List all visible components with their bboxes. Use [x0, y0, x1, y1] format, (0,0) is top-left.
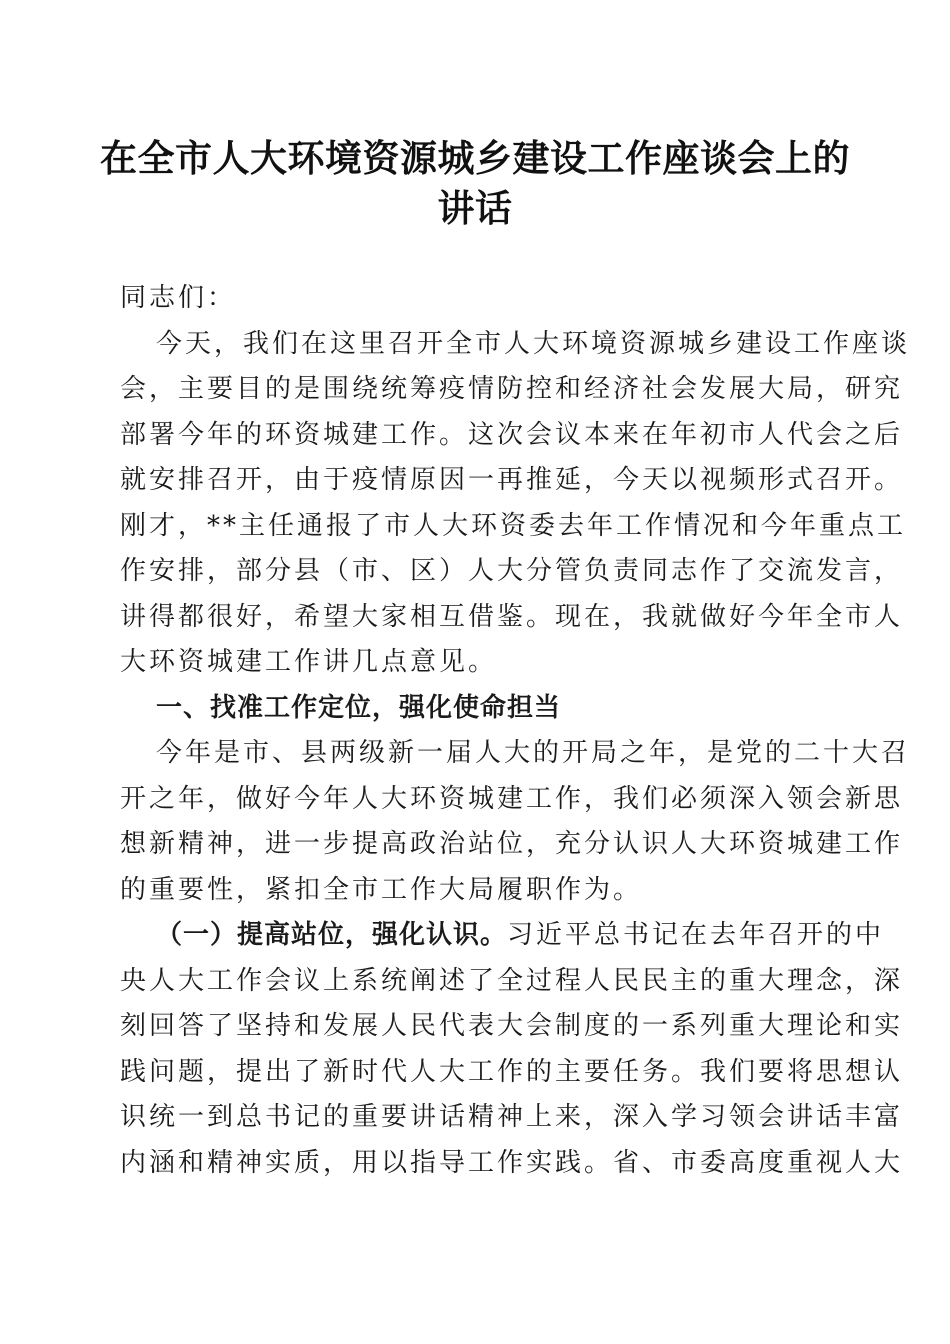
- paragraph-line: 践问题，提出了新时代人大工作的主要任务。我们要将思想认: [120, 1056, 904, 1087]
- paragraph-line: 刚才，**主任通报了市人大环资委去年工作情况和今年重点工: [120, 510, 907, 541]
- section-heading: 一、找准工作定位，强化使命担当: [156, 692, 562, 723]
- document-title: [100, 133, 850, 233]
- title-line-2: 讲话: [437, 186, 513, 230]
- paragraph-line: 央人大工作会议上系统阐述了全过程人民民主的重大理念，深: [120, 965, 904, 996]
- paragraph-line: 大环资城建工作讲几点意见。: [120, 647, 498, 677]
- paragraph-line: 今天，我们在这里召开全市人大环境资源城乡建设工作座谈: [156, 328, 911, 359]
- paragraph-text: 习近平总书记在去年召开的中: [507, 920, 885, 950]
- subsection-heading: （一）提高站位，强化认识。: [156, 920, 508, 950]
- paragraph-line: 就安排召开，由于疫情原因一再推延，今天以视频形式召开。: [120, 465, 904, 495]
- paragraph-line: 作安排，部分县（市、区）人大分管负责同志作了交流发言，: [120, 556, 904, 586]
- paragraph-line: 的重要性，紧扣全市工作大局履职作为。: [120, 874, 643, 905]
- title-line-1: 在全市人大环境资源城乡建设工作座谈会上的: [100, 136, 850, 180]
- document-body: [120, 276, 911, 1186]
- paragraph-line: 开之年，做好今年人大环资城建工作，我们必须深入领会新思: [120, 783, 904, 814]
- paragraph-line: 会，主要目的是围绕统筹疫情防控和经济社会发展大局，研究: [120, 374, 904, 404]
- paragraph-line: 讲得都很好，希望大家相互借鉴。现在，我就做好今年全市人: [120, 601, 904, 632]
- paragraph-line: 刻回答了坚持和发展人民代表大会制度的一系列重大理论和实: [120, 1011, 904, 1041]
- paragraph-line: 部署今年的环资城建工作。这次会议本来在年初市人代会之后: [120, 419, 904, 450]
- paragraph-line: 想新精神，进一步提高政治站位，充分认识人大环资城建工作: [120, 829, 904, 859]
- paragraph-line: 识统一到总书记的重要讲话精神上来，深入学习领会讲话丰富: [120, 1102, 904, 1132]
- paragraph-line: 今年是市、县两级新一届人大的开局之年，是党的二十大召: [156, 738, 911, 768]
- salutation: 同志们：: [120, 283, 237, 313]
- paragraph-line: [120, 913, 885, 959]
- paragraph-line: 内涵和精神实质，用以指导工作实践。省、市委高度重视人大: [120, 1147, 904, 1178]
